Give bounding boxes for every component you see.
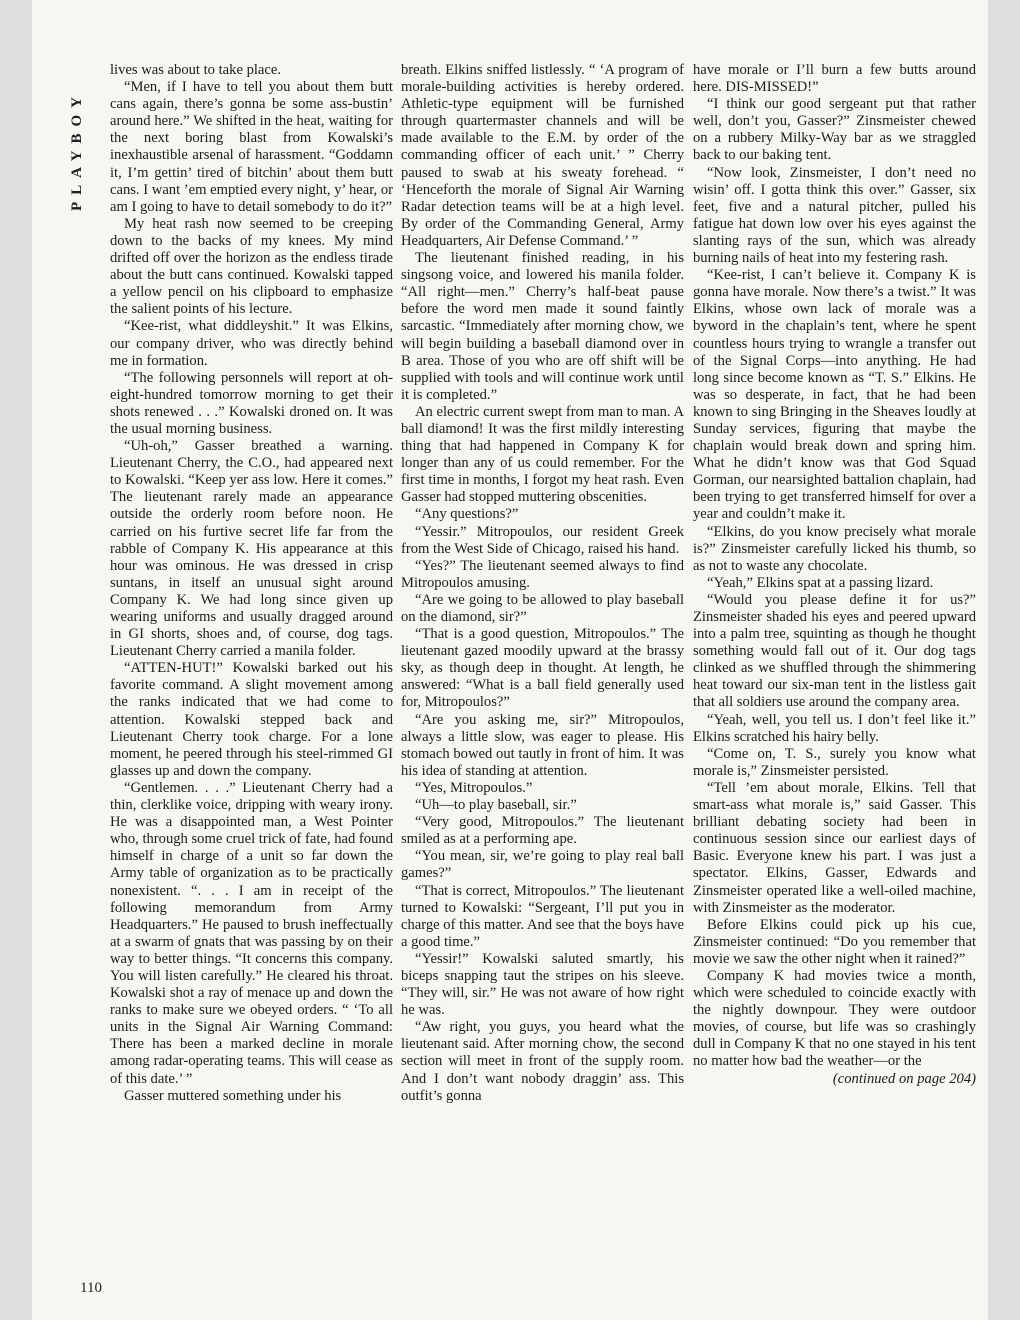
text-column-2 [401, 62, 684, 1105]
paragraph: Company K had movies twice a month, which were scheduled to coincide exactly with the nightly downpour. They were outdoor movies, of course, but life was so crashingly dull in Company K that no one stayed in his tent no matter how bad the weather—or the [693, 967, 976, 1070]
paragraph: “Uh—to play baseball, sir.” [415, 797, 577, 814]
paragraph: “Would you please define it for us?” Zinsmeister shaded his eyes and peered upward into a palm tree, squinting as though he thought something would fall out of it. Our dog tags clinked as we shuffled through the shimmering heat toward our six-man tent in the listless gait that all soldiers use around the company area. [693, 591, 976, 711]
paragraph: “Yes, Mitropoulos.” [415, 779, 533, 796]
paragraph: “Yeah, well, you tell us. I don’t feel like it.” Elkins scratched his hairy belly. [693, 711, 976, 745]
paragraph: “Are you asking me, sir?” Mitropoulos, always a little slow, was eager to please. His stomach bowed out tautly in front of him. It was his idea of standing at attention. [401, 711, 684, 779]
paragraph: “Kee-rist, I can’t believe it. Company K is gonna have morale. Now there’s a twist.” It was Elkins, whose own lack of morale was a byword in the chaplain’s tent, where he spent countless hours trying to wrangle a transfer out of the Signal Corps—into anything. He had long since become known as “T. S.” Elkins. He was so desperate, in fact, that he had been known to sing Bringing in the Sheaves loudly at Sunday services, figuring that maybe the chaplain would break down and spring him. What he didn’t know was that God Squad Gorman, our nearsighted battalion chaplain, had been trying to get transferred himself for over a year and couldn’t make it. [693, 267, 976, 523]
magazine-page [32, 0, 988, 1320]
paragraph: “You mean, sir, we’re going to play real ball games?” [401, 848, 684, 882]
masthead-logo [60, 70, 94, 230]
paragraph: “ATTEN-HUT!” Kowalski barked out his favorite command. A slight movement among the ranks indicated that we had come to attention. Kowalski stepped back and Lieutenant Cherry took charge. For a lone moment, he peered through his steel-rimmed GI glasses up and down the company. [110, 660, 393, 779]
paragraph: “Yessir!” Kowalski saluted smartly, his biceps snapping taut the stripes on his sleeve. “They will, sir.” He was not aware of how right he was. [401, 950, 684, 1019]
page-number: 110 [80, 1280, 102, 1296]
paragraph: “Gentlemen. . . .” Lieutenant Cherry had a thin, clerklike voice, dripping with weary irony. He was a disappointed man, a West Pointer who, through some cruel trick of fate, had found himself in charge of a unit so far down the Army table of organization as to be practically nonexistent. “. . . I am in receipt of the following memorandum from Army Headquarters.” He paused to brush ineffectually at a swarm of gnats that was passing by on their way to better things. “It concerns this company. You will listen carefully.” He cleared his throat. Kowalski shot a ray of menace up and down the ranks to make sure we obeyed orders. “ ‘To all units in the Signal Air Warning Command: There has been a marked decline in morale among radar-operating teams. This will cease as of this date.’ ” [110, 779, 393, 1087]
paragraph: “The following personnels will report at oh-eight-hundred tomorrow morning to get their shots renewed . . .” Kowalski droned on. It was the usual morning business. [110, 369, 393, 437]
paragraph: “I think our good sergeant put that rather well, don’t you, Gasser?” Zinsmeister chewed on a rubbery Milky-Way bar as we straggled back to our baking tent. [693, 96, 976, 164]
continuation-note: (continued on page 204) [832, 1070, 976, 1087]
paragraph: “Now look, Zinsmeister, I don’t need no wisin’ off. I gotta think this over.” Gasser, six feet, five and a natural pitcher, pulled his fatigue hat down low over his eyes against the slanting rays of the sun, which was already burning nails of heat into my festering rash. [693, 164, 976, 267]
paragraph: “Uh-oh,” Gasser breathed a warning. Lieutenant Cherry, the C.O., had appeared next to Kowalski. “Keep yer ass low. Here it comes.” The lieutenant rarely made an appearance outside the orderly room before noon. He carried on his furtive secret life far from the rabble of Company K. His appearance at this hour was ominous. He was dressed in crisp suntans, in itself an unusual sight around Company K. We had long since given up wearing uniforms and usually dragged around in GI shorts, shoes and, of course, dog tags. Lieutenant Cherry carried a manila folder. [110, 438, 393, 660]
paragraph: “Men, if I have to tell you about them butt cans again, there’s gonna be some ass-bustin’ around here.” We shifted in the heat, waiting for the next boring blast from Kowalski’s inexhaustible arsenal of harassment. “Goddamn it, I’m gettin’ tired of bitchin’ about them butt cans. I want ’em emptied every night, y’ hear, or am I going to have to detail somebody to do it?” [110, 79, 393, 215]
paragraph: “Aw right, you guys, you heard what the lieutenant said. After morning chow, the second section will meet in front of the supply room. And I don’t want nobody draggin’ ass. This outfit’s gonna [401, 1019, 684, 1104]
paragraph: “Yeah,” Elkins spat at a passing lizard. [707, 574, 934, 591]
paragraph: “Elkins, do you know precisely what morale is?” Zinsmeister carefully licked his thumb, so as not to waste any chocolate. [693, 523, 976, 574]
paragraph: “Come on, T. S., surely you know what morale is,” Zinsmeister persisted. [693, 745, 976, 779]
paragraph: breath. Elkins sniffed listlessly. “ ‘A program of morale-building activities is hereby ordered. Athletic-type equipment will be furnished through quartermaster channels and will be made available to the E.M. by order of the commanding officer of each unit.’ ” Cherry paused to swab at his sweaty forehead. “ ‘Henceforth the morale of Signal Air Warning Radar detection teams will be at a high level. By order of the Commanding General, Army Headquarters, Air Defense Command.’ ” [401, 62, 684, 249]
paragraph: “That is correct, Mitropoulos.” The lieutenant turned to Kowalski: “Sergeant, I’ll put you in charge of this matter. And see that the boys have a good time.” [401, 882, 684, 950]
paragraph: Gasser muttered something under his [124, 1087, 342, 1104]
paragraph: “Yessir.” Mitropoulos, our resident Greek from the West Side of Chicago, raised his hand. [401, 523, 684, 557]
masthead-text: PLAYBOY [68, 89, 85, 211]
paragraph: The lieutenant finished reading, in his singsong voice, and lowered his manila folder. “All right—men.” Cherry’s half-beat pause before the word men made it sound faintly sarcastic. “Immediately after morning chow, we will begin building a baseball diamond over in B area. Those of you who are off shift will be supplied with tools and will continue work until it is completed.” [401, 250, 684, 403]
paragraph: “Tell ’em about morale, Elkins. Tell that smart-ass what morale is,” said Gasser. This brilliant debating society had been in continuous session since our earliest days of Basic. Everyone knew his part. I was just a spectator. Elkins, Gasser, Edwards and Zinsmeister operated like a well-oiled machine, with Zinsmeister as the moderator. [693, 779, 976, 916]
paragraph: “Are we going to be allowed to play baseball on the diamond, sir?” [401, 591, 684, 625]
paragraph: Before Elkins could pick up his cue, Zinsmeister continued: “Do you remember that movie we saw the other night when it rained?” [693, 916, 976, 967]
paragraph: “Very good, Mitropoulos.” The lieutenant smiled as at a performing ape. [401, 814, 684, 848]
paragraph: have morale or I’ll burn a few butts around here. DIS-MISSED!” [693, 62, 976, 96]
paragraph: “Kee-rist, what diddleyshit.” It was Elkins, our company driver, who was directly behind me in formation. [110, 318, 393, 369]
paragraph: “Any questions?” [415, 506, 519, 523]
paragraph: lives was about to take place. [110, 62, 282, 78]
text-column-3 [693, 62, 976, 1088]
paragraph: “That is a good question, Mitropoulos.” The lieutenant gazed moodily upward at the brassy sky, as though deep in thought. At length, he answered: “What is a ball field generally used for, Mitropoulos?” [401, 626, 684, 711]
paragraph: My heat rash now seemed to be creeping down to the backs of my knees. My mind drifted off over the horizon as the endless tirade about the butt cans continued. Kowalski tapped a yellow pencil on his clipboard to emphasize the salient points of his lecture. [110, 215, 393, 318]
paragraph: An electric current swept from man to man. A ball diamond! It was the first mildly interesting thing that had happened in Company K for longer than any of us could remember. For the first time in months, I forgot my heat rash. Even Gasser had stopped muttering obscenities. [401, 403, 684, 506]
paragraph: “Yes?” The lieutenant seemed always to find Mitropoulos amusing. [401, 557, 684, 591]
text-column-1 [110, 62, 393, 1105]
